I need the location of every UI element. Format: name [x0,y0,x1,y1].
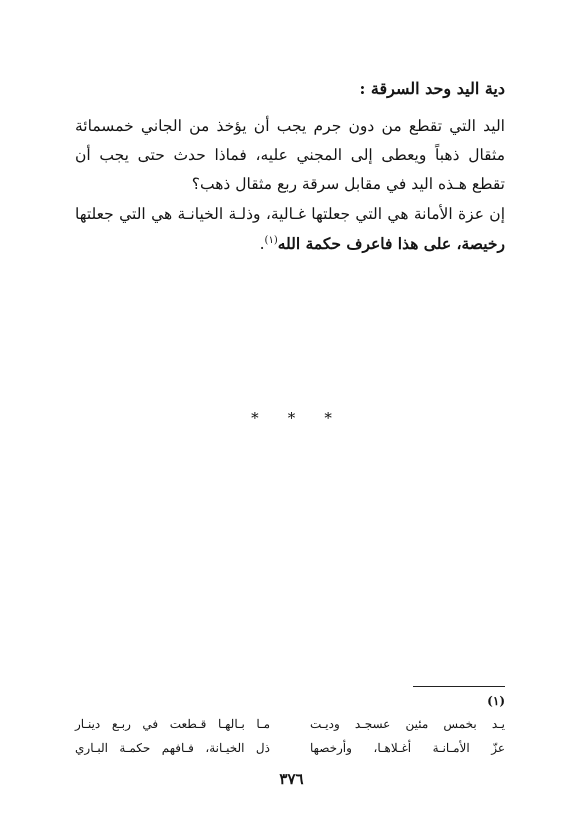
footnote-reference: (١) [264,234,278,246]
separator-star-icon: * [251,409,259,427]
separator-star-icon: * [324,409,332,427]
poem-hemistich-second: ذل الخيـانة، فـافهم حكمـة البـاري [75,741,270,755]
section-separator [0,408,583,427]
body-paragraph-1: اليد التي تقطع من دون جرم يجب أن يؤخذ من الجاني خمسمائة مثقال ذهباً ويعطى إلى المجني عليه، فماذا حدث حتى يجب أن تقطع هـذه اليد في مقابل سرقة ربع مثقال ذهب؟ [75,117,505,193]
poem-verse [75,736,505,760]
body-paragraph-2 [75,200,505,259]
page-number: ٣٧٦ [279,770,304,788]
paragraph-2-text: إن عزة الأمانة هي التي جعلتها غـالية، وذلـة الخيانـة هي التي جعلتها [75,205,505,223]
poem-hemistich-first: عزّ الأمـانـة أغـلاهـا، وأرخصها [310,741,505,755]
footnote-divider [413,686,505,687]
poem-hemistich-first: يـد بخمس مئين عسجـد وديـت [310,717,505,731]
footnote-poem [75,712,505,760]
poem-hemistich-second: مـا بـالهـا قـطعت في ربـع دينـار [75,717,270,731]
paragraph-2-end: . [259,235,265,253]
paragraph-2-bold-text: رخيصة، على هذا فاعرف حكمة الله [277,234,505,253]
poem-verse [75,712,505,736]
separator-star-icon: * [287,409,296,427]
footnote-marker: (١) [487,694,505,708]
section-heading: دية اليد وحد السرقة : [359,79,505,98]
